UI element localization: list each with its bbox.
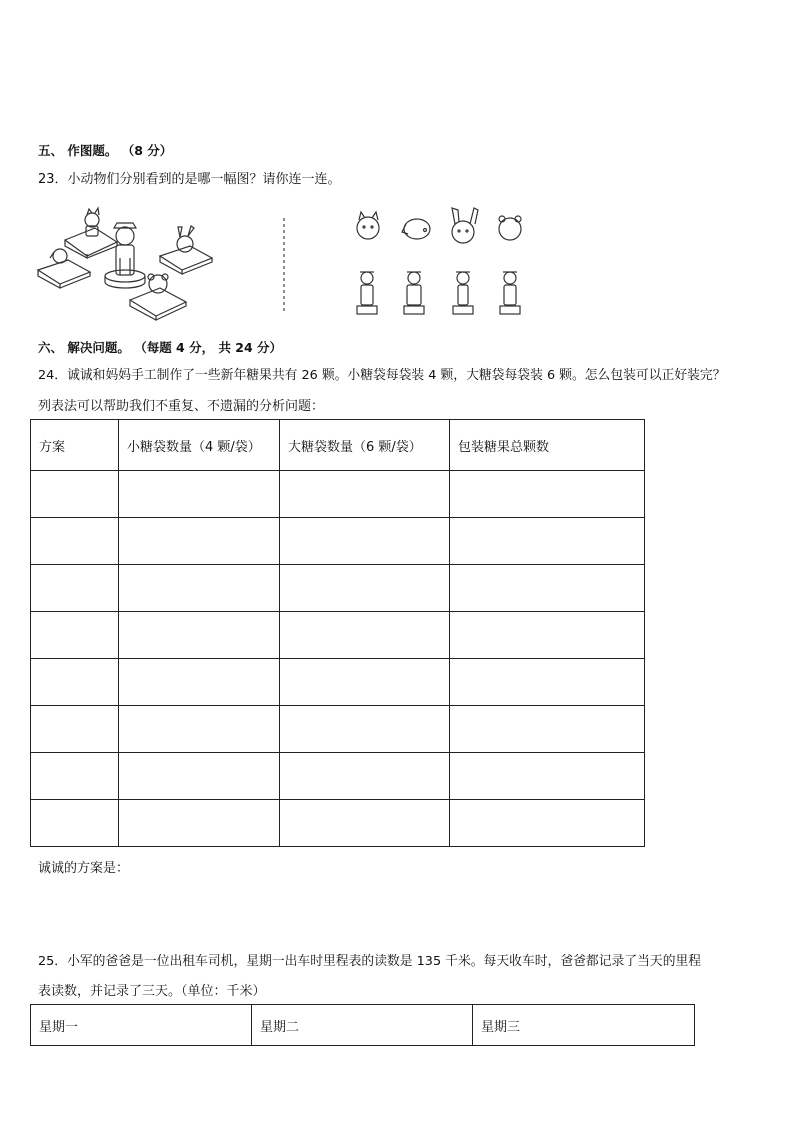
table-row xyxy=(31,518,645,565)
table-cell[interactable] xyxy=(280,659,450,706)
dog-head-icon xyxy=(402,219,430,239)
table-row xyxy=(31,659,645,706)
column-header-large-bags: 大糖袋数量（6 颗/袋） xyxy=(280,420,450,471)
question-23-text: 23．小动物们分别看到的是哪一幅图？请你连一连。 xyxy=(38,172,341,187)
table-row xyxy=(31,800,645,847)
table-cell[interactable] xyxy=(450,706,645,753)
table-cell[interactable] xyxy=(119,753,280,800)
section-6-heading: 六、 解决问题。 （每题 4 分， 共 24 分） xyxy=(38,340,283,355)
table-cell[interactable] xyxy=(31,612,119,659)
table-cell[interactable] xyxy=(450,565,645,612)
table-cell[interactable] xyxy=(280,800,450,847)
figure-view-1-icon xyxy=(357,272,377,314)
car-animal-top-left-icon xyxy=(65,208,117,258)
table-cell[interactable] xyxy=(119,612,280,659)
column-header-monday: 星期一 xyxy=(31,1005,252,1046)
candy-plan-table xyxy=(30,419,645,847)
table-cell[interactable] xyxy=(119,659,280,706)
table-header-row xyxy=(31,1005,695,1046)
table-cell[interactable] xyxy=(450,518,645,565)
odometer-table xyxy=(30,1004,695,1046)
figure-view-4-icon xyxy=(500,272,520,314)
table-cell[interactable] xyxy=(450,612,645,659)
car-animal-right-icon xyxy=(160,226,212,274)
table-cell[interactable] xyxy=(450,753,645,800)
table-cell[interactable] xyxy=(280,471,450,518)
animals-view-scene-drawing xyxy=(30,200,530,330)
rabbit-head-icon xyxy=(452,208,478,243)
table-row xyxy=(31,565,645,612)
question-25-line-2: 表读数，并记录了三天。（单位：千米） xyxy=(38,984,266,999)
table-cell[interactable] xyxy=(450,659,645,706)
column-header-total-candies: 包装糖果总颗数 xyxy=(450,420,645,471)
table-cell[interactable] xyxy=(280,612,450,659)
table-cell[interactable] xyxy=(31,706,119,753)
table-cell[interactable] xyxy=(119,706,280,753)
table-row xyxy=(31,612,645,659)
table-cell[interactable] xyxy=(119,518,280,565)
column-header-tuesday: 星期二 xyxy=(252,1005,473,1046)
question-25-line-1: 25．小军的爸爸是一位出租车司机，星期一出车时里程表的读数是 135 千米。每天收车时，爸爸都记录了当天的里程 xyxy=(38,954,702,969)
question-23-illustration xyxy=(30,200,530,330)
table-cell[interactable] xyxy=(280,518,450,565)
cat-head-icon xyxy=(357,212,379,239)
table-cell[interactable] xyxy=(31,471,119,518)
section-5-heading: 五、 作图题。 （8 分） xyxy=(38,143,173,158)
table-cell[interactable] xyxy=(31,753,119,800)
question-24-line-2: 列表法可以帮助我们不重复、不遗漏的分析问题： xyxy=(38,399,325,414)
table-cell[interactable] xyxy=(450,471,645,518)
table-cell[interactable] xyxy=(119,800,280,847)
table-cell[interactable] xyxy=(31,659,119,706)
column-header-wednesday: 星期三 xyxy=(473,1005,695,1046)
figure-view-3-icon xyxy=(453,272,473,314)
question-24-line-1: 24．诚诚和妈妈手工制作了一些新年糖果共有 26 颗。小糖袋每袋装 4 颗，大糖袋每袋装 6 颗。怎么包装可以正好装完？ xyxy=(38,368,726,383)
table-row xyxy=(31,753,645,800)
figure-view-2-icon xyxy=(404,272,424,314)
table-cell[interactable] xyxy=(31,800,119,847)
table-cell[interactable] xyxy=(280,753,450,800)
table-cell[interactable] xyxy=(119,565,280,612)
table-header-row xyxy=(31,420,645,471)
central-figure-icon xyxy=(105,223,145,288)
column-header-plan: 方案 xyxy=(31,420,119,471)
table-cell[interactable] xyxy=(450,800,645,847)
column-header-small-bags: 小糖袋数量（4 颗/袋） xyxy=(119,420,280,471)
table-row xyxy=(31,706,645,753)
table-cell[interactable] xyxy=(31,518,119,565)
table-cell[interactable] xyxy=(280,565,450,612)
bear-head-icon xyxy=(499,216,521,240)
table-cell[interactable] xyxy=(119,471,280,518)
table-cell[interactable] xyxy=(280,706,450,753)
answer-label: 诚诚的方案是： xyxy=(38,861,130,876)
table-row xyxy=(31,471,645,518)
table-cell[interactable] xyxy=(31,565,119,612)
